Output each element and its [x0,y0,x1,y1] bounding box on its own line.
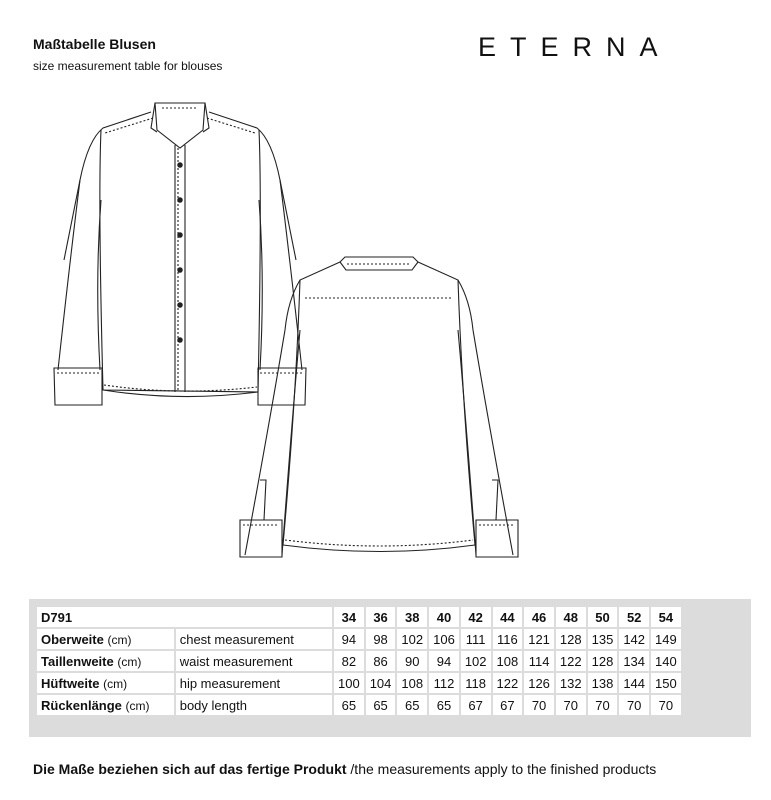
blouse-front-drawing [54,103,306,405]
table-cell: 67 [493,695,523,715]
size-header: 48 [556,607,586,627]
table-cell: 114 [524,651,554,671]
table-cell: 135 [588,629,618,649]
table-cell: 108 [493,651,523,671]
size-header: 52 [619,607,649,627]
table-cell: 102 [461,651,491,671]
row-unit: (cm) [117,654,142,669]
table-cell: 104 [366,673,396,693]
table-cell: 100 [334,673,364,693]
table-cell: 122 [556,651,586,671]
table-cell: 128 [588,651,618,671]
size-header: 38 [397,607,427,627]
model-code: D791 [37,607,332,627]
size-header: 54 [651,607,681,627]
table-cell: 128 [556,629,586,649]
table-header-row [37,607,681,627]
row-english: hip measurement [176,673,332,693]
page-subtitle: size measurement table for blouses [33,59,223,73]
footer-english: /the measurements apply to the finished products [346,761,657,777]
table-row [37,673,681,693]
table-row [37,651,681,671]
row-label [37,695,174,715]
row-english: waist measurement [176,651,332,671]
table-cell: 67 [461,695,491,715]
table-cell: 65 [429,695,459,715]
row-label-text: Rückenlänge [41,697,122,713]
table-cell: 121 [524,629,554,649]
table-cell: 149 [651,629,681,649]
size-header: 34 [334,607,364,627]
table-cell: 140 [651,651,681,671]
size-header: 46 [524,607,554,627]
footer-note [33,761,656,777]
table-cell: 112 [429,673,459,693]
table-cell: 82 [334,651,364,671]
row-english: body length [176,695,332,715]
table-cell: 98 [366,629,396,649]
row-label-text: Hüftweite [41,675,100,691]
table-cell: 94 [334,629,364,649]
brand-logo: ETERNA [478,32,672,62]
size-header: 40 [429,607,459,627]
table-cell: 65 [397,695,427,715]
table-cell: 150 [651,673,681,693]
size-header: 44 [493,607,523,627]
table-cell: 106 [429,629,459,649]
table-cell: 90 [397,651,427,671]
table-cell: 94 [429,651,459,671]
table-cell: 116 [493,629,523,649]
table-cell: 118 [461,673,491,693]
table-cell: 65 [366,695,396,715]
table-cell: 102 [397,629,427,649]
table-cell: 142 [619,629,649,649]
table-cell: 134 [619,651,649,671]
row-label [37,629,174,649]
table-cell: 70 [588,695,618,715]
row-label [37,673,174,693]
table-cell: 122 [493,673,523,693]
row-english: chest measurement [176,629,332,649]
row-unit: (cm) [103,676,128,691]
footer-german: Die Maße beziehen sich auf das fertige Produkt [33,761,347,777]
table-cell: 126 [524,673,554,693]
table-row [37,695,681,715]
table-cell: 132 [556,673,586,693]
table-cell: 65 [334,695,364,715]
row-label-text: Taillenweite [41,653,114,669]
table-cell: 144 [619,673,649,693]
row-unit: (cm) [125,698,150,713]
size-header: 36 [366,607,396,627]
table-cell: 70 [556,695,586,715]
table-cell: 111 [461,629,491,649]
table-cell: 70 [651,695,681,715]
row-label [37,651,174,671]
row-label-text: Oberweite [41,631,104,647]
table-cell: 70 [524,695,554,715]
blouse-back-drawing [240,257,518,557]
table-row [37,629,681,649]
size-header: 50 [588,607,618,627]
size-table [35,605,683,717]
page-title: Maßtabelle Blusen [33,36,156,52]
table-cell: 86 [366,651,396,671]
size-table-container [29,599,751,737]
table-cell: 70 [619,695,649,715]
table-cell: 138 [588,673,618,693]
size-header: 42 [461,607,491,627]
row-unit: (cm) [107,632,132,647]
table-cell: 108 [397,673,427,693]
